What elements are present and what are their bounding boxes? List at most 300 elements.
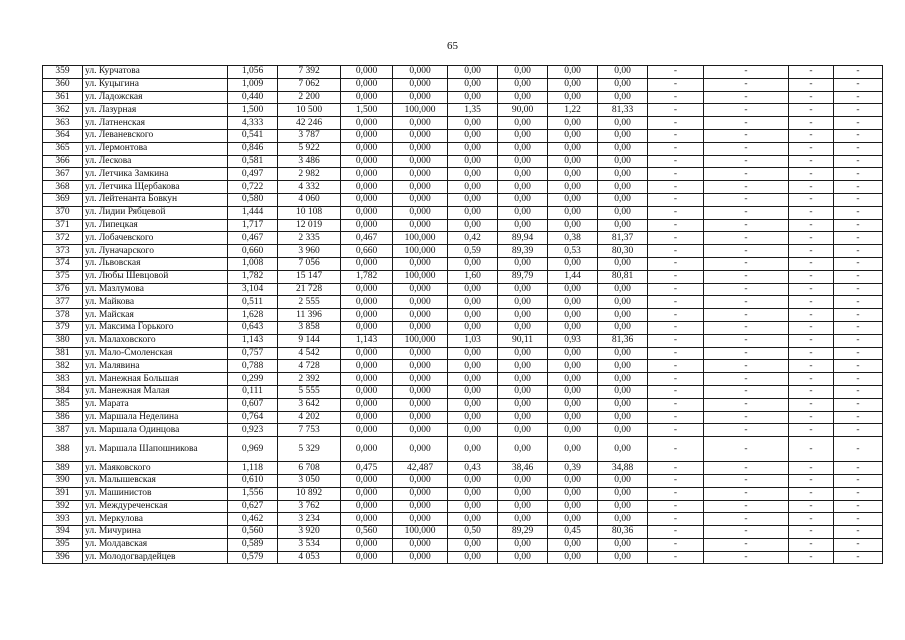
street-name-cell: ул. Малявина	[83, 360, 228, 373]
value-cell: -	[789, 411, 834, 424]
value-cell: 10 108	[278, 206, 341, 219]
value-cell: 0,00	[448, 117, 498, 130]
value-cell: -	[704, 142, 789, 155]
value-cell: 9 144	[278, 334, 341, 347]
table-row	[43, 385, 883, 398]
row-number-cell: 367	[43, 168, 83, 181]
value-cell: -	[648, 474, 704, 487]
table-row	[43, 513, 883, 526]
streets-table	[42, 65, 883, 564]
value-cell: -	[789, 219, 834, 232]
value-cell: -	[648, 500, 704, 513]
value-cell: -	[834, 155, 883, 168]
value-cell: -	[648, 513, 704, 526]
row-number-cell: 368	[43, 181, 83, 194]
street-name-cell: ул. Лермонтова	[83, 142, 228, 155]
value-cell: -	[789, 232, 834, 245]
value-cell: 0,00	[548, 513, 598, 526]
value-cell: 0,93	[548, 334, 598, 347]
value-cell: 0,00	[448, 424, 498, 437]
street-name-cell: ул. Лазурная	[83, 104, 228, 117]
value-cell: -	[789, 424, 834, 437]
row-number-cell: 396	[43, 551, 83, 564]
value-cell: -	[648, 245, 704, 258]
value-cell: 0,000	[341, 117, 393, 130]
value-cell: 0,42	[448, 232, 498, 245]
value-cell: 0,000	[341, 181, 393, 194]
value-cell: 0,00	[448, 321, 498, 334]
value-cell: 0,000	[393, 309, 448, 322]
value-cell: -	[704, 129, 789, 142]
value-cell: 0,00	[498, 181, 548, 194]
value-cell: 0,00	[598, 321, 648, 334]
value-cell: 80,36	[598, 526, 648, 539]
value-cell: -	[834, 181, 883, 194]
table-row	[43, 142, 883, 155]
value-cell: 0,00	[498, 66, 548, 79]
value-cell: 1,118	[228, 462, 278, 475]
value-cell: -	[704, 193, 789, 206]
value-cell: 0,722	[228, 181, 278, 194]
value-cell: 0,43	[448, 462, 498, 475]
value-cell: -	[648, 168, 704, 181]
value-cell: 0,00	[448, 142, 498, 155]
value-cell: -	[704, 219, 789, 232]
value-cell: -	[648, 398, 704, 411]
value-cell: 0,440	[228, 91, 278, 104]
value-cell: -	[648, 270, 704, 283]
value-cell: -	[648, 296, 704, 309]
value-cell: 10 892	[278, 487, 341, 500]
value-cell: -	[704, 424, 789, 437]
value-cell: 0,541	[228, 129, 278, 142]
row-number-cell: 389	[43, 462, 83, 475]
value-cell: 0,00	[448, 347, 498, 360]
value-cell: -	[704, 232, 789, 245]
value-cell: -	[704, 538, 789, 551]
value-cell: -	[834, 117, 883, 130]
value-cell: -	[648, 347, 704, 360]
table-row	[43, 373, 883, 386]
value-cell: 0,00	[548, 347, 598, 360]
value-cell: 0,846	[228, 142, 278, 155]
value-cell: -	[834, 551, 883, 564]
value-cell: 0,00	[448, 474, 498, 487]
value-cell: -	[704, 309, 789, 322]
value-cell: -	[834, 334, 883, 347]
value-cell: -	[789, 257, 834, 270]
table-row	[43, 117, 883, 130]
value-cell: 0,00	[448, 257, 498, 270]
value-cell: -	[789, 296, 834, 309]
value-cell: 0,00	[548, 193, 598, 206]
value-cell: -	[704, 181, 789, 194]
value-cell: 0,00	[548, 411, 598, 424]
value-cell: 0,00	[448, 66, 498, 79]
street-name-cell: ул. Малаховского	[83, 334, 228, 347]
value-cell: 2 982	[278, 168, 341, 181]
value-cell: -	[704, 347, 789, 360]
value-cell: 0,467	[341, 232, 393, 245]
value-cell: 0,000	[393, 283, 448, 296]
value-cell: 1,008	[228, 257, 278, 270]
table-row	[43, 78, 883, 91]
value-cell: 0,000	[393, 181, 448, 194]
value-cell: 0,000	[341, 142, 393, 155]
value-cell: 0,000	[341, 411, 393, 424]
value-cell: 0,00	[498, 385, 548, 398]
value-cell: 0,00	[598, 155, 648, 168]
value-cell: -	[789, 437, 834, 462]
value-cell: 0,000	[341, 283, 393, 296]
value-cell: 7 056	[278, 257, 341, 270]
value-cell: 2 335	[278, 232, 341, 245]
value-cell: 1,056	[228, 66, 278, 79]
value-cell: -	[648, 334, 704, 347]
value-cell: 0,45	[548, 526, 598, 539]
value-cell: -	[789, 373, 834, 386]
value-cell: 1,556	[228, 487, 278, 500]
value-cell: 1,500	[228, 104, 278, 117]
value-cell: 0,000	[393, 347, 448, 360]
row-number-cell: 381	[43, 347, 83, 360]
value-cell: 0,00	[548, 424, 598, 437]
value-cell: 4 542	[278, 347, 341, 360]
value-cell: 0,000	[341, 129, 393, 142]
value-cell: 0,000	[341, 91, 393, 104]
value-cell: 4 202	[278, 411, 341, 424]
table-row	[43, 474, 883, 487]
street-name-cell: ул. Маршала Неделина	[83, 411, 228, 424]
value-cell: 0,00	[598, 142, 648, 155]
value-cell: 0,00	[498, 437, 548, 462]
street-name-cell: ул. Курчатова	[83, 66, 228, 79]
value-cell: 0,00	[498, 398, 548, 411]
value-cell: -	[704, 245, 789, 258]
value-cell: 100,000	[393, 334, 448, 347]
value-cell: -	[789, 347, 834, 360]
value-cell: 0,00	[598, 398, 648, 411]
value-cell: 0,000	[393, 296, 448, 309]
value-cell: -	[704, 283, 789, 296]
value-cell: 0,560	[341, 526, 393, 539]
value-cell: 0,000	[341, 398, 393, 411]
value-cell: 0,000	[393, 321, 448, 334]
value-cell: 0,00	[598, 193, 648, 206]
value-cell: 0,00	[548, 78, 598, 91]
value-cell: 0,00	[598, 283, 648, 296]
value-cell: -	[834, 487, 883, 500]
value-cell: -	[789, 193, 834, 206]
value-cell: 0,00	[498, 155, 548, 168]
value-cell: 2 392	[278, 373, 341, 386]
value-cell: 7 753	[278, 424, 341, 437]
value-cell: 0,00	[548, 309, 598, 322]
value-cell: 0,00	[548, 500, 598, 513]
value-cell: 0,59	[448, 245, 498, 258]
value-cell: -	[648, 232, 704, 245]
value-cell: 0,00	[448, 513, 498, 526]
value-cell: -	[789, 117, 834, 130]
value-cell: 0,000	[341, 424, 393, 437]
value-cell: 0,00	[548, 296, 598, 309]
value-cell: 0,000	[341, 296, 393, 309]
row-number-cell: 392	[43, 500, 83, 513]
value-cell: 0,00	[448, 193, 498, 206]
value-cell: -	[704, 78, 789, 91]
value-cell: 7 062	[278, 78, 341, 91]
value-cell: 0,580	[228, 193, 278, 206]
value-cell: 0,00	[598, 129, 648, 142]
value-cell: 4 728	[278, 360, 341, 373]
street-name-cell: ул. Ладожская	[83, 91, 228, 104]
value-cell: 5 922	[278, 142, 341, 155]
value-cell: 0,000	[341, 219, 393, 232]
street-name-cell: ул. Львовская	[83, 257, 228, 270]
street-name-cell: ул. Мало-Смоленская	[83, 347, 228, 360]
value-cell: 7 392	[278, 66, 341, 79]
value-cell: -	[704, 437, 789, 462]
value-cell: -	[834, 309, 883, 322]
value-cell: 0,00	[448, 411, 498, 424]
street-name-cell: ул. Куцыгина	[83, 78, 228, 91]
value-cell: 0,00	[548, 66, 598, 79]
row-number-cell: 369	[43, 193, 83, 206]
value-cell: 0,00	[448, 168, 498, 181]
value-cell: -	[789, 513, 834, 526]
street-name-cell: ул. Манежная Малая	[83, 385, 228, 398]
value-cell: 0,00	[598, 411, 648, 424]
value-cell: 0,000	[341, 360, 393, 373]
value-cell: 0,111	[228, 385, 278, 398]
value-cell: -	[648, 462, 704, 475]
street-name-cell: ул. Майкова	[83, 296, 228, 309]
value-cell: 0,00	[548, 257, 598, 270]
street-name-cell: ул. Междуреченская	[83, 500, 228, 513]
value-cell: 89,39	[498, 245, 548, 258]
value-cell: 0,497	[228, 168, 278, 181]
value-cell: 0,00	[448, 296, 498, 309]
value-cell: 0,00	[498, 142, 548, 155]
table-row	[43, 551, 883, 564]
table-row	[43, 66, 883, 79]
row-number-cell: 373	[43, 245, 83, 258]
value-cell: 3 050	[278, 474, 341, 487]
row-number-cell: 393	[43, 513, 83, 526]
value-cell: 0,788	[228, 360, 278, 373]
table-row	[43, 104, 883, 117]
table-row	[43, 398, 883, 411]
street-name-cell: ул. Мазлумова	[83, 283, 228, 296]
value-cell: 3 486	[278, 155, 341, 168]
value-cell: 11 396	[278, 309, 341, 322]
table-row	[43, 296, 883, 309]
value-cell: -	[704, 257, 789, 270]
value-cell: -	[789, 462, 834, 475]
value-cell: 0,00	[548, 91, 598, 104]
value-cell: -	[648, 66, 704, 79]
street-name-cell: ул. Липецкая	[83, 219, 228, 232]
value-cell: -	[648, 321, 704, 334]
value-cell: 0,000	[393, 66, 448, 79]
value-cell: 0,00	[498, 91, 548, 104]
value-cell: 0,000	[341, 385, 393, 398]
value-cell: 0,000	[341, 193, 393, 206]
value-cell: 42 246	[278, 117, 341, 130]
row-number-cell: 390	[43, 474, 83, 487]
value-cell: -	[834, 500, 883, 513]
value-cell: 0,00	[598, 181, 648, 194]
value-cell: 0,299	[228, 373, 278, 386]
table-row	[43, 193, 883, 206]
value-cell: 100,000	[393, 104, 448, 117]
value-cell: 0,00	[448, 206, 498, 219]
value-cell: 0,00	[598, 257, 648, 270]
value-cell: 0,00	[498, 551, 548, 564]
value-cell: 15 147	[278, 270, 341, 283]
value-cell: -	[834, 385, 883, 398]
table-row	[43, 487, 883, 500]
value-cell: 0,00	[448, 309, 498, 322]
value-cell: 1,444	[228, 206, 278, 219]
value-cell: 0,000	[341, 168, 393, 181]
value-cell: -	[648, 193, 704, 206]
value-cell: 0,607	[228, 398, 278, 411]
street-name-cell: ул. Молодогвардейцев	[83, 551, 228, 564]
value-cell: 0,00	[498, 168, 548, 181]
value-cell: 0,00	[548, 219, 598, 232]
value-cell: 0,00	[548, 373, 598, 386]
value-cell: 1,009	[228, 78, 278, 91]
table-row	[43, 334, 883, 347]
value-cell: -	[648, 91, 704, 104]
value-cell: 0,00	[448, 551, 498, 564]
value-cell: -	[789, 474, 834, 487]
value-cell: 0,000	[393, 551, 448, 564]
value-cell: 0,39	[548, 462, 598, 475]
value-cell: 0,00	[498, 78, 548, 91]
street-name-cell: ул. Майская	[83, 309, 228, 322]
value-cell: 0,00	[548, 129, 598, 142]
value-cell: 100,000	[393, 270, 448, 283]
value-cell: 1,03	[448, 334, 498, 347]
value-cell: 0,00	[448, 155, 498, 168]
value-cell: 3,104	[228, 283, 278, 296]
value-cell: 0,00	[498, 129, 548, 142]
value-cell: 0,000	[393, 398, 448, 411]
value-cell: 0,00	[498, 206, 548, 219]
value-cell: 0,00	[448, 181, 498, 194]
street-name-cell: ул. Мичурина	[83, 526, 228, 539]
table-row	[43, 91, 883, 104]
street-name-cell: ул. Луначарского	[83, 245, 228, 258]
street-name-cell: ул. Маяковского	[83, 462, 228, 475]
value-cell: 90,00	[498, 104, 548, 117]
value-cell: 0,000	[341, 206, 393, 219]
value-cell: 0,00	[598, 91, 648, 104]
value-cell: 0,00	[448, 487, 498, 500]
value-cell: 0,589	[228, 538, 278, 551]
street-name-cell: ул. Лидии Рябцевой	[83, 206, 228, 219]
value-cell: 0,00	[498, 257, 548, 270]
value-cell: 4,333	[228, 117, 278, 130]
table-row	[43, 424, 883, 437]
value-cell: 0,000	[393, 411, 448, 424]
value-cell: 0,579	[228, 551, 278, 564]
value-cell: -	[704, 155, 789, 168]
value-cell: 80,30	[598, 245, 648, 258]
value-cell: 4 060	[278, 193, 341, 206]
value-cell: 1,782	[228, 270, 278, 283]
value-cell: 3 787	[278, 129, 341, 142]
table-row	[43, 360, 883, 373]
value-cell: 21 728	[278, 283, 341, 296]
value-cell: 0,00	[598, 551, 648, 564]
value-cell: 0,00	[498, 309, 548, 322]
value-cell: -	[789, 206, 834, 219]
table-row	[43, 347, 883, 360]
value-cell: 0,00	[548, 142, 598, 155]
value-cell: 0,00	[498, 373, 548, 386]
value-cell: -	[789, 168, 834, 181]
row-number-cell: 391	[43, 487, 83, 500]
value-cell: 0,000	[341, 487, 393, 500]
value-cell: -	[648, 219, 704, 232]
value-cell: 0,000	[341, 66, 393, 79]
value-cell: 0,00	[448, 373, 498, 386]
value-cell: 0,643	[228, 321, 278, 334]
value-cell: -	[834, 538, 883, 551]
value-cell: 2 555	[278, 296, 341, 309]
row-number-cell: 375	[43, 270, 83, 283]
street-name-cell: ул. Летчика Щербакова	[83, 181, 228, 194]
table-row	[43, 500, 883, 513]
value-cell: 0,00	[448, 385, 498, 398]
value-cell: -	[834, 424, 883, 437]
value-cell: -	[648, 411, 704, 424]
value-cell: -	[834, 193, 883, 206]
value-cell: 0,000	[341, 437, 393, 462]
value-cell: -	[789, 321, 834, 334]
row-number-cell: 379	[43, 321, 83, 334]
value-cell: -	[834, 437, 883, 462]
value-cell: 0,00	[548, 321, 598, 334]
value-cell: 0,660	[228, 245, 278, 258]
table-row	[43, 321, 883, 334]
value-cell: -	[834, 257, 883, 270]
value-cell: -	[834, 168, 883, 181]
street-name-cell: ул. Машинистов	[83, 487, 228, 500]
value-cell: 0,00	[598, 360, 648, 373]
value-cell: -	[789, 360, 834, 373]
value-cell: 0,00	[448, 500, 498, 513]
table-row	[43, 283, 883, 296]
value-cell: 3 960	[278, 245, 341, 258]
value-cell: 0,000	[393, 117, 448, 130]
value-cell: 0,00	[598, 117, 648, 130]
row-number-cell: 385	[43, 398, 83, 411]
value-cell: 0,00	[598, 513, 648, 526]
table-body	[43, 66, 883, 564]
row-number-cell: 371	[43, 219, 83, 232]
value-cell: -	[704, 91, 789, 104]
table-row	[43, 257, 883, 270]
row-number-cell: 376	[43, 283, 83, 296]
value-cell: 0,000	[393, 513, 448, 526]
value-cell: -	[789, 538, 834, 551]
value-cell: 0,000	[393, 424, 448, 437]
value-cell: 0,610	[228, 474, 278, 487]
